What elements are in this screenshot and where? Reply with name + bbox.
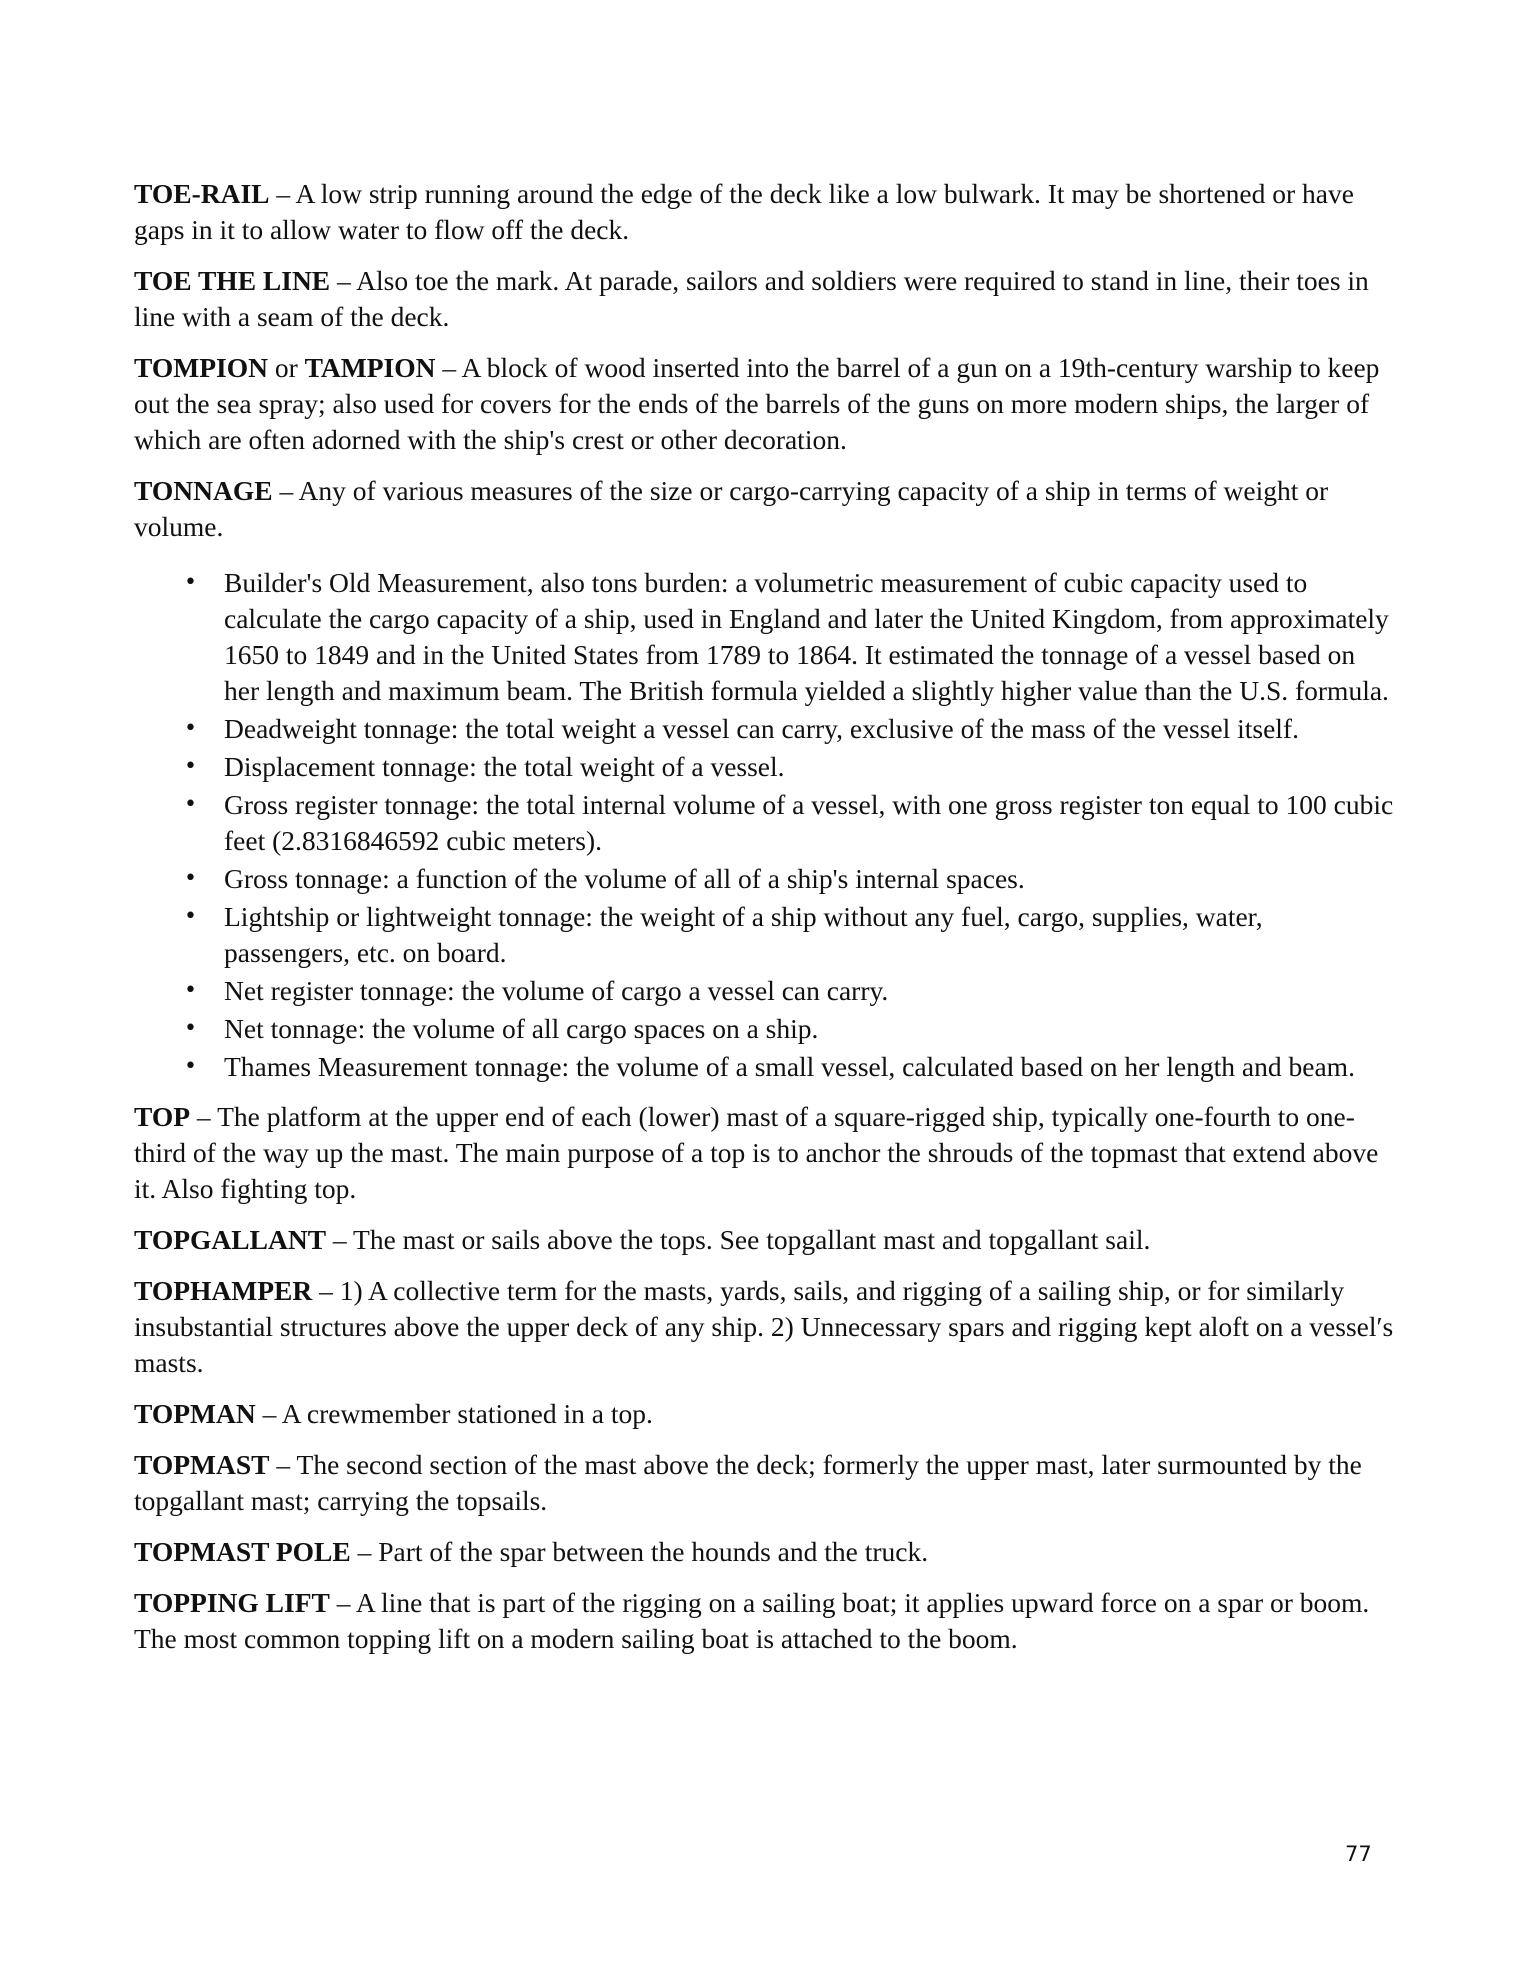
dash: – bbox=[269, 178, 296, 209]
definition-topmast-pole: Part of the spar between the hounds and the truck. bbox=[378, 1536, 929, 1567]
bullet-net-tonnage: • Net tonnage: the volume of all cargo spaces on a ship. bbox=[224, 1011, 1394, 1047]
term-toe-the-line: TOE THE LINE bbox=[134, 265, 331, 296]
dash: – bbox=[269, 1449, 297, 1480]
bullet-deadweight-tonnage: • Deadweight tonnage: the total weight a vessel can carry, exclusive of the mass of the vessel itself. bbox=[224, 711, 1394, 747]
definition-topmast: The second section of the mast above the deck; formerly the upper mast, later surmounted by the topgallant mast; carrying the topsails. bbox=[134, 1449, 1362, 1516]
definition-topman: A crewmember stationed in a top. bbox=[281, 1398, 653, 1429]
entry-topping-lift bbox=[134, 1585, 1394, 1657]
term-topgallant: TOPGALLANT bbox=[134, 1224, 327, 1255]
dash: – bbox=[312, 1275, 340, 1306]
bullet-builders-old-measurement: • Builder's Old Measurement, also tons burden: a volumetric measurement of cubic capacity used to calculate the cargo capacity of a ship, used in England and later the United Kingdom, from approximately 1650 to 1849 and in the United States from 1789 to 1864. It estimated the tonnage of a vessel based on her length and maximum beam. The British formula yielded a slightly higher value than the U.S. formula. bbox=[224, 565, 1394, 709]
entry-tophamper bbox=[134, 1273, 1394, 1381]
definition-toe-rail: A low strip running around the edge of the deck like a low bulwark. It may be shortened or have gaps in it to allow water to flow off the deck. bbox=[134, 178, 1354, 245]
entry-toe-the-line bbox=[134, 263, 1394, 335]
bullet-displacement-tonnage: • Displacement tonnage: the total weight of a vessel. bbox=[224, 749, 1394, 785]
term-top: TOP bbox=[134, 1101, 191, 1132]
term-topman: TOPMAN bbox=[134, 1398, 256, 1429]
term-tonnage: TONNAGE bbox=[134, 475, 273, 506]
dash: – bbox=[255, 1398, 282, 1429]
bullet-gross-tonnage: • Gross tonnage: a function of the volume of all of a ship's internal spaces. bbox=[224, 861, 1394, 897]
entry-topgallant bbox=[134, 1222, 1394, 1258]
dash: – bbox=[329, 1587, 356, 1618]
definition-tophamper: 1) A collective term for the masts, yards, sails, and rigging of a sailing ship, or for similarly insubstantial structures above the upper deck of any ship. 2) Unnecessary spars and rigging kept aloft on a vessel′s masts. bbox=[134, 1275, 1394, 1378]
term-topmast: TOPMAST bbox=[134, 1449, 270, 1480]
entry-topman bbox=[134, 1396, 1394, 1432]
entry-tompion bbox=[134, 350, 1394, 458]
term-tophamper: TOPHAMPER bbox=[134, 1275, 313, 1306]
definition-topgallant: The mast or sails above the tops. See topgallant mast and topgallant sail. bbox=[353, 1224, 1151, 1255]
term-topping-lift: TOPPING LIFT bbox=[134, 1587, 330, 1618]
bullet-lightship-tonnage: • Lightship or lightweight tonnage: the weight of a ship without any fuel, cargo, supplies, water, passengers, etc. on board. bbox=[224, 899, 1394, 971]
definition-top: The platform at the upper end of each (lower) mast of a square-rigged ship, typically one-fourth to one-third of the way up the mast. The main purpose of a top is to anchor the shrouds of the topmast that extend above it. Also fighting top. bbox=[134, 1101, 1379, 1204]
definition-toe-the-line: Also toe the mark. At parade, sailors and soldiers were required to stand in line, their toes in line with a seam of the deck. bbox=[134, 265, 1369, 332]
definition-tonnage: Any of various measures of the size or cargo-carrying capacity of a ship in terms of weight or volume. bbox=[134, 475, 1329, 542]
definition-tompion: A block of wood inserted into the barrel of a gun on a 19th-century warship to keep out the sea spray; also used for covers for the ends of the barrels of the guns on more modern ships, the larger of which are often adorned with the ship's crest or other decoration. bbox=[134, 352, 1380, 455]
definition-topping-lift: A line that is part of the rigging on a sailing boat; it applies upward force on a spar or boom. The most common topping lift on a modern sailing boat is attached to the boom. bbox=[134, 1587, 1370, 1654]
term-connector: or bbox=[267, 352, 305, 383]
entry-topmast-pole bbox=[134, 1534, 1394, 1570]
bullet-thames-measurement-tonnage: • Thames Measurement tonnage: the volume of a small vessel, calculated based on her length and beam. bbox=[224, 1049, 1394, 1085]
dash: – bbox=[435, 352, 462, 383]
page-number: 77 bbox=[1345, 1842, 1372, 1866]
dash: – bbox=[326, 1224, 354, 1255]
bullet-gross-register-tonnage: • Gross register tonnage: the total internal volume of a vessel, with one gross register ton equal to 100 cubic feet (2.8316846592 cubic meters). bbox=[224, 787, 1394, 859]
dash: – bbox=[350, 1536, 379, 1567]
term-topmast-pole: TOPMAST POLE bbox=[134, 1536, 351, 1567]
dash: – bbox=[190, 1101, 218, 1132]
tonnage-bullet-list bbox=[134, 565, 1394, 1085]
entry-topmast bbox=[134, 1447, 1394, 1519]
dash: – bbox=[330, 265, 357, 296]
term-toe-rail: TOE-RAIL bbox=[134, 178, 270, 209]
glossary-page bbox=[134, 176, 1394, 1672]
entry-tonnage bbox=[134, 473, 1394, 545]
entry-top bbox=[134, 1099, 1394, 1207]
term-tampion: TAMPION bbox=[304, 352, 436, 383]
dash: – bbox=[272, 475, 299, 506]
bullet-net-register-tonnage: • Net register tonnage: the volume of cargo a vessel can carry. bbox=[224, 973, 1394, 1009]
term-tompion: TOMPION bbox=[134, 352, 268, 383]
entry-toe-rail bbox=[134, 176, 1394, 248]
